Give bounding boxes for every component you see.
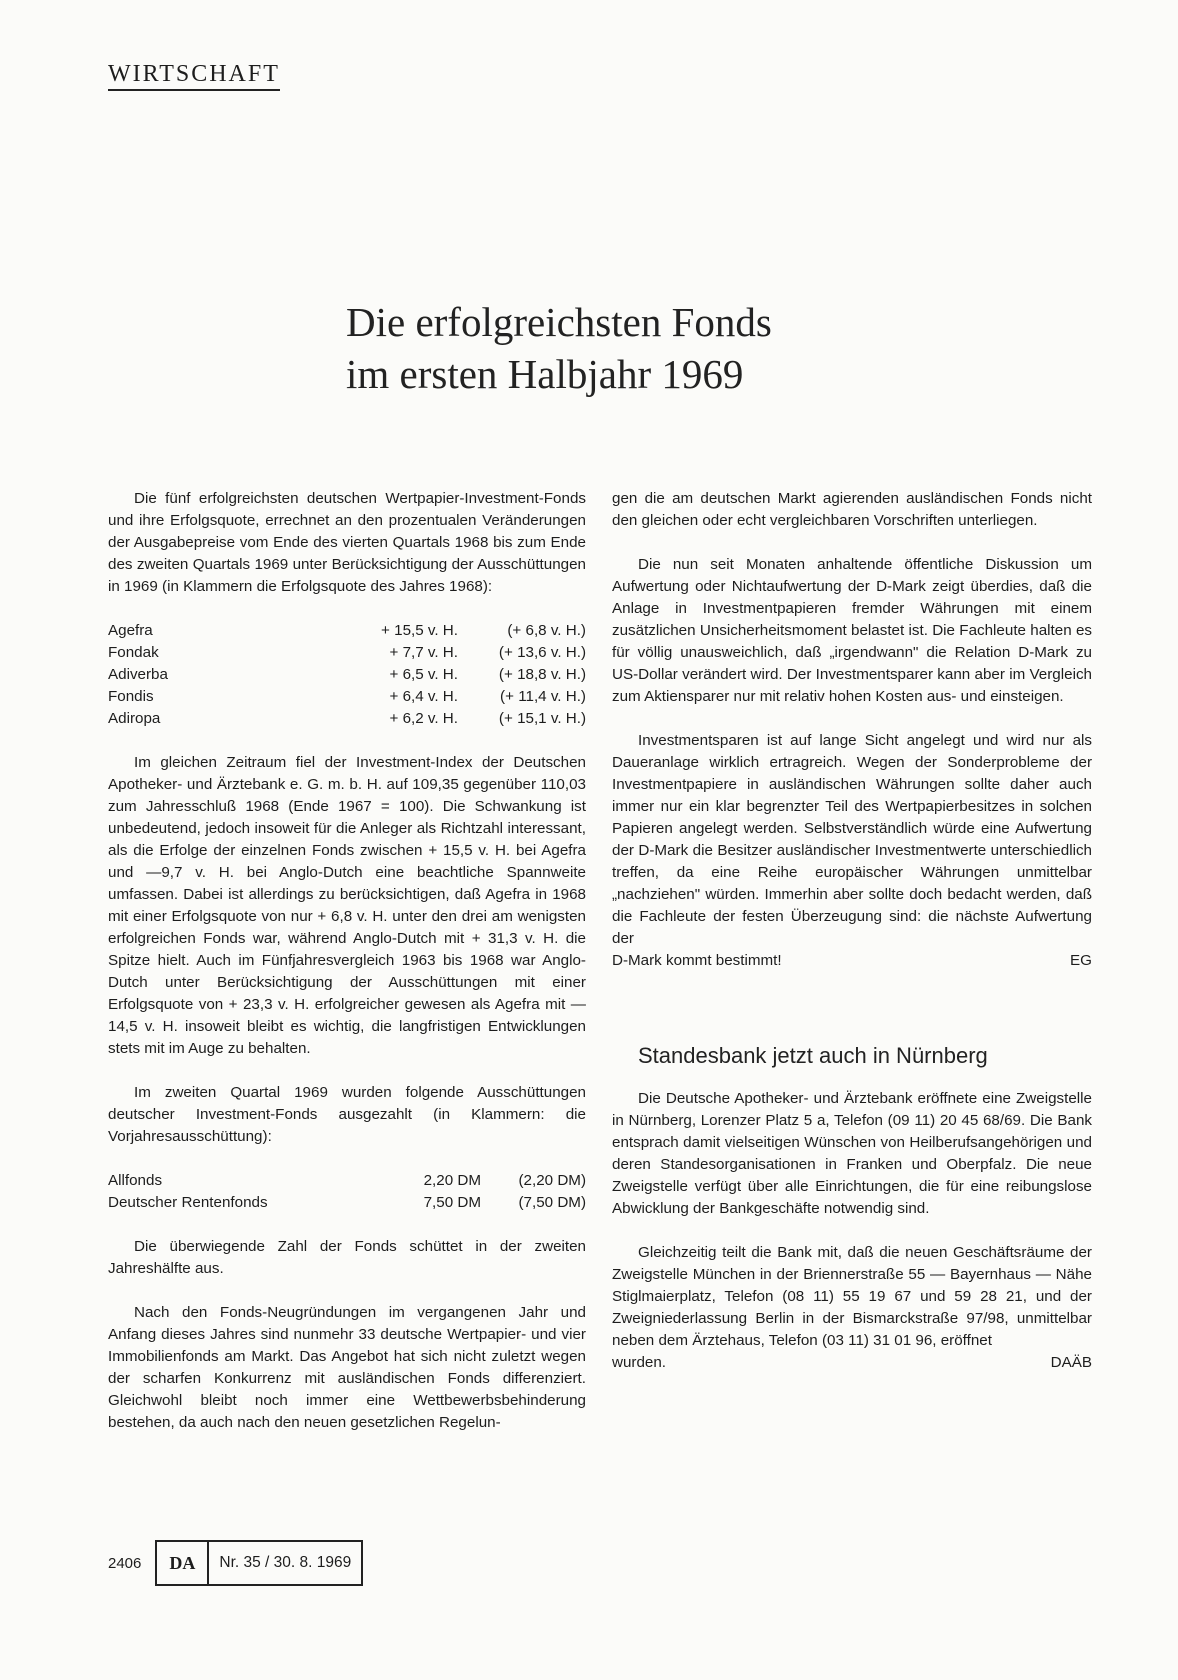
branch-offices-last-line: [612, 1352, 1092, 1374]
fund-name-cell: Adiverba: [108, 666, 168, 683]
issue-info: Nr. 35 / 30. 8. 1969: [219, 1554, 352, 1571]
market-paragraph: Nach den Fonds-Neugründungen im vergangenen Jahr und Anfang dieses Jahres sind nunmehr 33 deutsche Wertpapier- und vier Immobilienfonds am Markt. Das Angebot hat sich nicht zuletzt wegen der scharfen Konkurrenz mit ausländischen Fonds differenziert. Gleichwohl bleibt noch immer eine Wettbewerbsbehinderung bestehen, da auch nach den neuen gesetzlichen Regelun-: [108, 1304, 586, 1431]
nuernberg-paragraph: Die Deutsche Apotheker- und Ärztebank eröffnete eine Zweigstelle in Nürnberg, Lorenzer Platz 5 a, Telefon (09 11) 20 45 68/69. Die Bank entsprach damit vielseitigen Wünschen von Heilberufsangehörigen und deren Standesorganisationen in Franken und Oberpfalz. Die neue Zweigstelle verfügt über alle Einrichtungen, die für eine reibungslose Abwicklung der Bankgeschäfte notwendig sind.: [612, 1090, 1092, 1217]
fund-name-cell: Agefra: [108, 622, 153, 639]
subheading-standesbank: Standesbank jetzt auch in Nürnberg: [638, 1043, 988, 1068]
article-title: [346, 296, 1046, 400]
publication-logo: DA: [157, 1542, 209, 1584]
distribution-value-cell: 2,20 DM: [423, 1172, 481, 1189]
page-footer: [108, 1540, 363, 1586]
distribution-name-cell: Allfonds: [108, 1172, 163, 1189]
revaluation-paragraph: Die nun seit Monaten anhaltende öffentliche Diskussion um Aufwertung oder Nichtaufwertung der D-Mark zeigt überdies, daß die Anlage in Investmentpapieren fremder Währungen mit einem zusätzlichen Unsicherheitsmoment belastet ist. Die Fachleute halten es für völlig unausweichlich, daß „irgendwann" die Relation D-Mark zu US-Dollar verändert wird. Der Investmentsparer kann aber im Vergleich zum Aktiensparer nur mit relativ hohen Kosten aus- und einsteigen.: [612, 556, 1092, 705]
distribution-prev-cell: (2,20 DM): [518, 1172, 586, 1189]
fund-value-cell: + 6,5 v. H.: [389, 666, 458, 683]
fund-row: [108, 664, 586, 686]
distribution-value-cell: 7,50 DM: [423, 1194, 481, 1211]
fund-ranking-table: [108, 620, 586, 730]
fund-value-cell: + 6,4 v. H.: [389, 688, 458, 705]
distribution-note-paragraph: Die überwiegende Zahl der Fonds schüttet in der zweiten Jahreshälfte aus.: [108, 1238, 586, 1277]
distribution-table: [108, 1170, 586, 1214]
fund-value-cell: + 6,2 v. H.: [389, 710, 458, 727]
fund-value-cell: + 15,5 v. H.: [381, 622, 458, 639]
investment-saving-last-text: D-Mark kommt bestimmt!: [612, 952, 782, 969]
page-number: 2406: [108, 1554, 142, 1572]
distribution-prev-cell: (7,50 DM): [518, 1194, 586, 1211]
fund-prev-cell: (+ 15,1 v. H.): [498, 710, 586, 727]
article-title-line-2: im ersten Halbjahr 1969: [346, 351, 744, 397]
fund-name-cell: Fondak: [108, 644, 159, 661]
author-signature-eg: EG: [1070, 952, 1092, 969]
article-title-line-1: Die erfolgreichsten Fonds: [346, 299, 772, 345]
fund-prev-cell: (+ 6,8 v. H.): [507, 622, 586, 639]
author-signature-daeb: DAÄB: [1050, 1354, 1092, 1371]
investment-saving-last-line: [612, 950, 1092, 972]
fund-row: [108, 620, 586, 642]
publication-box: [155, 1540, 363, 1586]
distribution-intro-paragraph: Im zweiten Quartal 1969 wurden folgende Ausschüttungen deutscher Investment-Fonds ausgezahlt (in Klammern: die Vorjahresausschüttung):: [108, 1084, 586, 1145]
fund-name-cell: Fondis: [108, 688, 154, 705]
index-paragraph: Im gleichen Zeitraum fiel der Investment-Index der Deutschen Apotheker- und Ärztebank e. G. m. b. H. auf 109,35 gegenüber 110,03 zum Jahresschluß 1968 (Ende 1967 = 100). Die Schwankung ist unbedeutend, jedoch insoweit für die Anleger als Richtzahl interessant, als die Erfolge der einzelnen Fonds zwischen + 15,5 v. H. bei Agefra und —9,7 v. H. bei Anglo-Dutch eine beachtliche Spannweite umfassen. Dabei ist allerdings zu berücksichtigen, daß Agefra in 1968 mit einer Erfolgsquote von nur + 6,8 v. H. unter den drei am wenigsten erfolgreichen Fonds war, während Anglo-Dutch mit + 31,3 v. H. die Spitze hielt. Auch im Fünfjahresvergleich 1963 bis 1968 war Anglo-Dutch unter Berücksichtigung der Ausschüttungen mit einer Erfolgsquote von + 23,3 v. H. erfolgreicher gewesen als Agefra mit — 14,5 v. H. insoweit bleibt es wichtig, die langfristigen Entwicklungen stets mit im Auge zu behalten.: [108, 754, 586, 1057]
fund-value-cell: + 7,7 v. H.: [389, 644, 458, 661]
fund-row: [108, 708, 586, 730]
intro-paragraph: Die fünf erfolgreichsten deutschen Wertpapier-Investment-Fonds und ihre Erfolgsquote, errechnet an den prozentualen Veränderungen der Ausgabepreise vom Ende des vierten Quartals 1968 bis zum Ende des zweiten Quartals 1969 unter Berücksichtigung der Ausschüttungen in 1969 (in Klammern die Erfolgsquote des Jahres 1968):: [108, 490, 586, 595]
fund-name-cell: Adiropa: [108, 710, 161, 727]
fund-row: [108, 642, 586, 664]
fund-prev-cell: (+ 13,6 v. H.): [498, 644, 586, 661]
distribution-row: [108, 1192, 586, 1214]
branch-offices-last-text: wurden.: [612, 1354, 667, 1371]
left-column: [108, 488, 586, 1434]
section-heading: WIRTSCHAFT: [108, 60, 280, 91]
distribution-name-cell: Deutscher Rentenfonds: [108, 1194, 268, 1211]
branch-offices-paragraph: Gleichzeitig teilt die Bank mit, daß die neuen Geschäftsräume der Zweigstelle München in der Briennerstraße 55 — Bayernhaus — Nähe Stiglmaierplatz, Telefon (08 11) 55 19 67 und 59 28 21, und der Zweigniederlassung Berlin in der Bismarckstraße 97/98, unmittelbar neben dem Ärztehaus, Telefon (03 11) 31 01 96, eröffnet: [612, 1244, 1092, 1349]
fund-row: [108, 686, 586, 708]
fund-prev-cell: (+ 18,8 v. H.): [498, 666, 586, 683]
investment-saving-paragraph: Investmentsparen ist auf lange Sicht angelegt und wird nur als Daueranlage wirklich ertragreich. Wegen der Sonderprobleme der Investmentpapiere in ausländischen Währungen sollte daher auch immer nur ein klar begrenzter Teil des Wertpapierbesitzes in solchen Papieren angelegt werden. Selbstverständlich würde eine Aufwertung der D-Mark die Besitzer ausländischer Investmentwerte unterschiedlich treffen, da eine Reihe europäischer Währungen unmittelbar „nachziehen" würden. Immerhin aber sollte doch bedacht werden, daß die Fachleute der festen Überzeugung sind: die nächste Aufwertung der: [612, 732, 1092, 947]
fund-prev-cell: (+ 11,4 v. H.): [500, 688, 586, 705]
distribution-row: [108, 1170, 586, 1192]
continuation-paragraph: gen die am deutschen Markt agierenden ausländischen Fonds nicht den gleichen oder echt vergleichbaren Vorschriften unterliegen.: [612, 490, 1092, 529]
right-column: [612, 488, 1092, 1374]
